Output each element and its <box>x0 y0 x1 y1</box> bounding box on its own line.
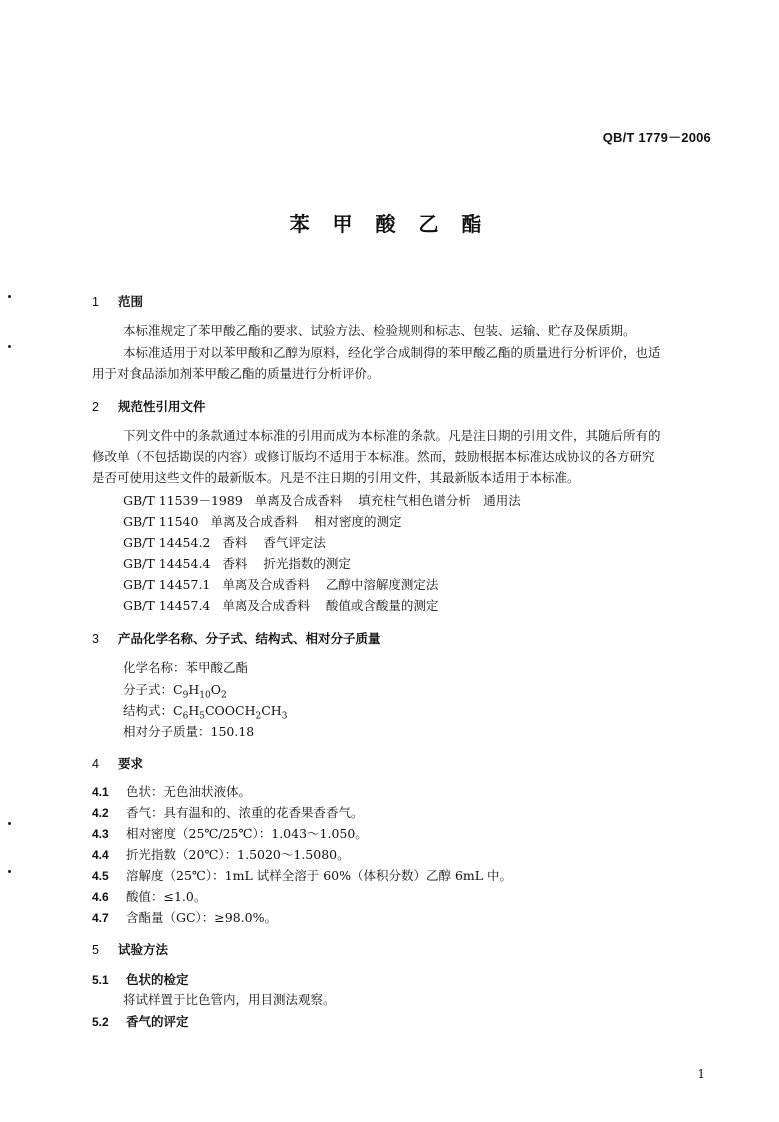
reference-title-part2: 相对密度的测定 <box>313 514 402 529</box>
molecular-mass-label: 相对分子质量： <box>123 724 211 739</box>
item-number: 4.1 <box>92 785 109 799</box>
section-number: 2 <box>92 400 99 414</box>
page-number: 1 <box>697 1067 705 1081</box>
chemical-name-value: 苯甲酸乙酯 <box>185 660 249 675</box>
item-text: 含酯量（GC）：≥98.0%。 <box>126 910 277 925</box>
item-number: 4.3 <box>92 827 109 841</box>
paragraph: 用于对食品添加剂苯甲酸乙酯的质量进行分析评价。 <box>92 366 380 381</box>
reference-item <box>123 596 438 614</box>
section-3-heading <box>92 629 381 647</box>
reference-item <box>123 575 438 593</box>
section-title: 产品化学名称、分子式、结构式、相对分子质量 <box>118 631 381 646</box>
paragraph: 是否可使用这些文件的最新版本。凡是不注日期的引用文件，其最新版本适用于本标准。 <box>92 470 580 485</box>
section-title: 试验方法 <box>118 942 169 957</box>
paragraph: 修改单（不包括勘误的内容）或修订版均不适用于本标准。然而，鼓励根据本标准达成协议的各方研究 <box>92 449 655 464</box>
section-title: 范围 <box>118 294 144 309</box>
molecular-mass-value: 150.18 <box>210 724 255 739</box>
section-2-heading <box>92 397 206 415</box>
scan-mark <box>8 822 11 825</box>
item-number: 4.2 <box>92 806 109 820</box>
paragraph: 下列文件中的条款通过本标准的引用而成为本标准的条款。凡是注日期的引用文件，其随后所有的 <box>123 428 661 443</box>
reference-code: GB/T 14457.4 <box>123 598 211 613</box>
document-title: 苯 甲 酸 乙 酯 <box>289 212 490 236</box>
paragraph: 本标准规定了苯甲酸乙酯的要求、试验方法、检验规则和标志、包装、运输、贮存及保质期。 <box>123 323 636 338</box>
scan-mark <box>8 870 11 873</box>
section-number: 5 <box>92 943 99 957</box>
requirement-item <box>92 887 206 905</box>
scan-mark <box>8 345 11 348</box>
section-5-heading <box>92 940 168 958</box>
reference-title-part2: 酸值或含酸量的测定 <box>325 598 439 613</box>
section-1-heading <box>92 292 143 310</box>
requirement-item <box>92 782 251 800</box>
reference-code: GB/T 14454.4 <box>123 556 211 571</box>
subsection-number: 5.2 <box>92 1015 109 1029</box>
reference-title-part1: 单离及合成香料 <box>222 577 310 592</box>
reference-item <box>123 491 521 509</box>
scan-mark <box>8 295 11 298</box>
subsection-number: 5.1 <box>92 973 109 987</box>
item-text: 酸值：≤1.0。 <box>126 889 207 904</box>
item-text: 香气：具有温和的、浓重的花香果香香气。 <box>126 805 364 820</box>
section-title: 要求 <box>118 756 144 771</box>
molecular-formula-value: $C_9H_{10}O_2$ <box>173 682 227 701</box>
molecular-mass-line <box>123 721 254 742</box>
requirement-item <box>92 803 364 821</box>
requirement-item <box>92 908 277 926</box>
molecular-formula-label: 分子式： <box>123 682 174 697</box>
standard-code: QB/T 1779－2006 <box>602 130 711 145</box>
reference-title-part2: 香气评定法 <box>263 535 326 550</box>
reference-code: GB/T 11540 <box>123 514 199 529</box>
item-text: 折光指数（20℃）：1.5020～1.5080。 <box>126 847 350 862</box>
reference-code: GB/T 11539－1989 <box>123 493 243 508</box>
reference-title-part1: 单离及合成香料 <box>210 514 298 529</box>
reference-title-part1: 单离及合成香料 <box>222 598 310 613</box>
reference-title-part2: 乙醇中溶解度测定法 <box>325 577 439 592</box>
section-number: 1 <box>92 295 99 309</box>
requirement-item <box>92 824 368 842</box>
reference-title-part1: 单离及合成香料 <box>254 493 343 508</box>
section-title: 规范性引用文件 <box>118 399 206 414</box>
structural-formula-label: 结构式： <box>123 703 174 718</box>
subsection-5-2-heading <box>92 1012 189 1030</box>
reference-code: GB/T 14457.1 <box>123 577 211 592</box>
paragraph: 本标准适用于对以苯甲酸和乙醇为原料，经化学合成制得的苯甲酸乙酯的质量进行分析评价，也适 <box>123 345 661 360</box>
subsection-5-1-heading <box>92 970 189 988</box>
item-number: 4.6 <box>92 890 109 904</box>
reference-item <box>123 533 326 551</box>
item-text: 溶解度（25℃）：1mL 试样全溶于 60%（体积分数）乙醇 6mL 中。 <box>126 868 513 883</box>
reference-item <box>123 512 402 530</box>
subsection-title: 色状的检定 <box>126 972 189 987</box>
reference-title-part1: 香料 <box>222 535 248 550</box>
item-text: 相对密度（25℃/25℃）：1.043～1.050。 <box>126 826 368 841</box>
reference-title-part2: 折光指数的测定 <box>263 556 351 571</box>
requirement-item <box>92 845 350 863</box>
section-4-heading <box>92 754 143 772</box>
chemical-name-label: 化学名称： <box>123 660 186 675</box>
paragraph: 将试样置于比色管内，用目测法观察。 <box>123 992 336 1007</box>
item-number: 4.7 <box>92 911 109 925</box>
reference-code: GB/T 14454.2 <box>123 535 211 550</box>
item-number: 4.4 <box>92 848 109 862</box>
reference-item <box>123 554 351 572</box>
reference-title-part2: 填充柱气相色谱分析 通用法 <box>358 493 521 508</box>
reference-title-part1: 香料 <box>222 556 248 571</box>
structural-formula-value: $C_6H_5COOCH_2CH_3$ <box>173 703 288 722</box>
chemical-name-line <box>123 657 248 678</box>
item-number: 4.5 <box>92 869 109 883</box>
section-number: 3 <box>92 632 99 646</box>
section-number: 4 <box>92 757 99 771</box>
requirement-item <box>92 866 512 884</box>
subsection-title: 香气的评定 <box>126 1014 189 1029</box>
item-text: 色状：无色油状液体。 <box>126 784 252 799</box>
